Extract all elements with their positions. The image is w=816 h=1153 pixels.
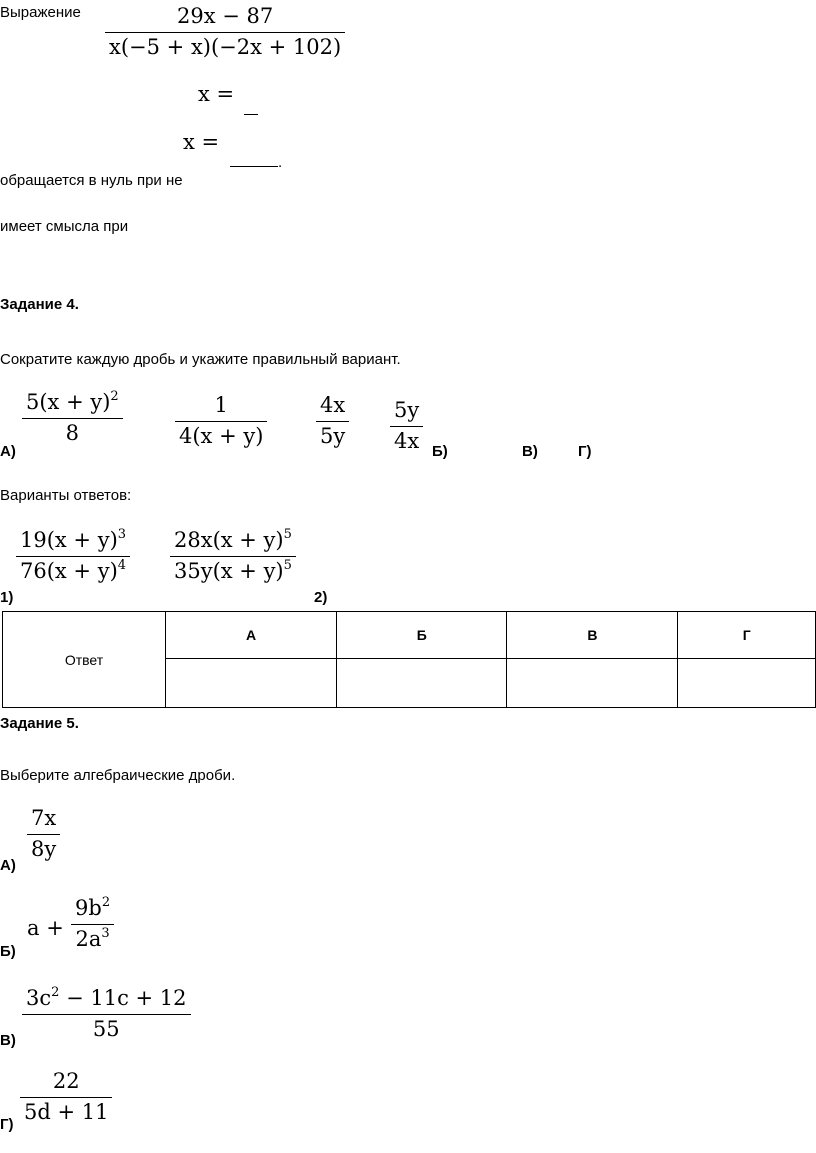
answer-2-num-exponent: 5 — [283, 527, 292, 542]
answer-label-1: 1) — [0, 589, 14, 606]
answer-1-num-exponent: 3 — [117, 527, 127, 542]
table-header-c: В — [507, 612, 678, 659]
task5-option-a-fraction — [27, 808, 60, 860]
task4-title: Задание 4. — [0, 296, 79, 313]
task5-option-b-denominator: 2a — [75, 927, 102, 951]
task5-option-a-denominator: 8y — [31, 837, 57, 861]
fraction-bar — [22, 418, 123, 419]
option-a-fraction — [22, 389, 123, 445]
answer-1-numerator: 19(x + y) — [20, 528, 118, 552]
task5-label-b: Б) — [0, 943, 16, 960]
task5-option-b-den-exponent: 3 — [101, 926, 110, 941]
answer-2-denominator: 35y(x + y) — [174, 559, 284, 583]
fraction-bar — [27, 834, 60, 835]
option-a-numerator: 5(x + y) — [26, 390, 111, 414]
option-d-fraction — [390, 400, 423, 452]
fraction-bar — [71, 924, 114, 925]
blank-period: . — [278, 154, 283, 171]
fraction-denominator: x(−5 + x)(−2x + 102) — [109, 35, 342, 59]
task5-option-d-numerator: 22 — [52, 1069, 80, 1093]
answer-cell-b[interactable] — [337, 659, 507, 708]
answer-1-fraction — [16, 527, 130, 583]
option-label-c: В) — [522, 443, 538, 460]
answer-row-label: Ответ — [3, 612, 166, 708]
answer-2-den-exponent: 5 — [283, 558, 292, 573]
expression-label: Выражение — [0, 4, 81, 21]
equation-x-1: x = — [198, 82, 235, 106]
option-c-fraction — [316, 395, 349, 447]
fraction-bar — [316, 421, 349, 422]
option-b-fraction — [175, 395, 267, 447]
answer-cell-d[interactable] — [678, 659, 816, 708]
table-row — [3, 612, 816, 659]
table-header-b: Б — [337, 612, 507, 659]
table-header-d: Г — [678, 612, 816, 659]
answer-2-fraction — [170, 527, 296, 583]
zero-condition-text: обращается в нуль при не — [0, 172, 183, 189]
task5-label-c: В) — [0, 1032, 16, 1049]
fraction-bar — [390, 426, 423, 427]
answer-label-2: 2) — [314, 589, 328, 606]
fraction-bar — [170, 556, 296, 557]
task5-option-b-num-exponent: 2 — [101, 895, 111, 910]
option-label-b: Б) — [432, 443, 448, 460]
task5-option-c-exponent: 2 — [51, 985, 60, 1000]
task4-instruction: Сократите каждую дробь и укажите правильный вариант. — [0, 351, 401, 368]
task5-option-d-denominator: 5d + 11 — [24, 1100, 109, 1124]
option-d-numerator: 5y — [394, 398, 420, 422]
answers-title: Варианты ответов: — [0, 487, 132, 504]
table-header-a: А — [166, 612, 337, 659]
expression-fraction — [105, 6, 345, 58]
answer-1-den-exponent: 4 — [117, 558, 127, 573]
option-a-denominator: 8 — [65, 421, 80, 445]
option-label-d: Г) — [578, 443, 592, 460]
undefined-condition-text: имеет смысла при — [0, 218, 129, 235]
task5-option-c-denominator: 55 — [92, 1017, 120, 1041]
task5-label-d: Г) — [0, 1116, 14, 1133]
answer-table — [2, 611, 816, 708]
option-a-exponent: 2 — [110, 389, 119, 404]
fraction-bar — [105, 32, 345, 33]
task5-option-a-numerator: 7x — [31, 806, 57, 830]
task5-option-d-fraction — [20, 1071, 112, 1123]
task5-option-b-fraction — [71, 895, 114, 951]
option-c-denominator: 5y — [320, 424, 346, 448]
option-d-denominator: 4x — [394, 429, 420, 453]
fraction-bar — [22, 1014, 191, 1015]
fraction-numerator: 29x − 87 — [176, 4, 274, 28]
option-label-a: А) — [0, 443, 16, 460]
task5-option-b-prefix: a + — [27, 916, 64, 940]
answer-cell-a[interactable] — [166, 659, 337, 708]
task5-option-b-numerator: 9b — [75, 896, 102, 920]
fraction-bar — [20, 1097, 112, 1098]
option-b-denominator: 4(x + y) — [179, 424, 264, 448]
fraction-bar — [175, 421, 267, 422]
task5-option-c-fraction — [22, 985, 191, 1041]
task5-instruction: Выберите алгебраические дроби. — [0, 767, 236, 784]
equation-x-2: x = — [183, 130, 220, 154]
task5-option-c-numerator-b: − 11c + 12 — [59, 986, 187, 1010]
task5-option-c-numerator-a: 3c — [26, 986, 52, 1010]
answer-cell-c[interactable] — [507, 659, 678, 708]
task5-label-a: А) — [0, 857, 16, 874]
answer-blank-2[interactable] — [230, 166, 278, 167]
option-b-numerator: 1 — [214, 393, 228, 417]
fraction-bar — [16, 556, 130, 557]
answer-1-denominator: 76(x + y) — [20, 559, 118, 583]
option-c-numerator: 4x — [320, 393, 346, 417]
answer-2-numerator: 28x(x + y) — [174, 528, 284, 552]
task5-title: Задание 5. — [0, 715, 79, 732]
answer-blank-1[interactable] — [244, 114, 258, 115]
